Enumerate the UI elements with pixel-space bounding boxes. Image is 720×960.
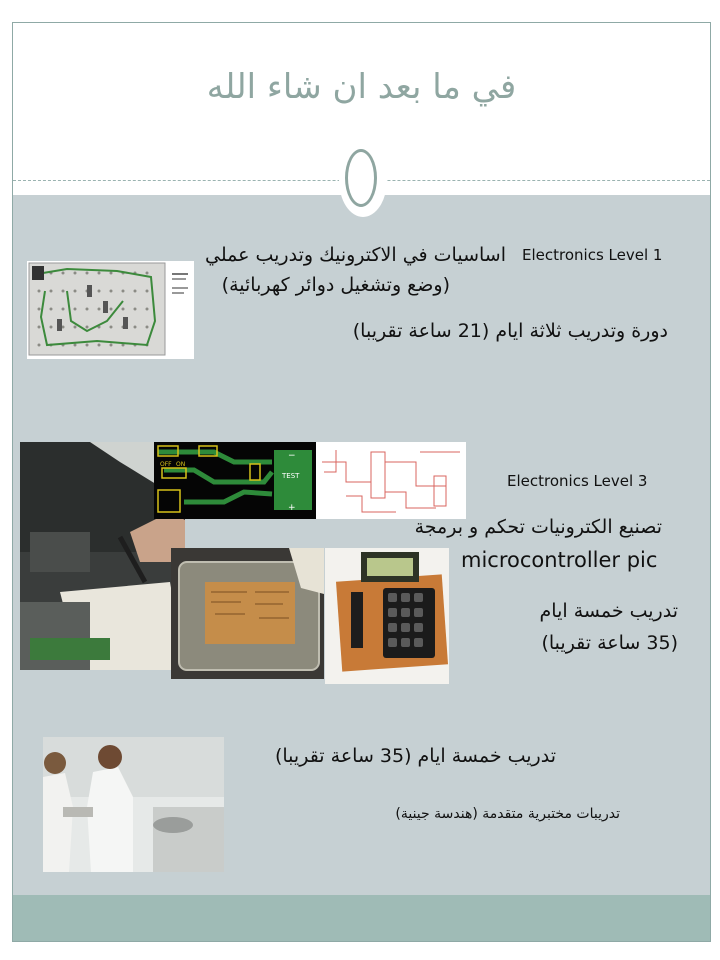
schematic-image [316,442,466,519]
pcb-test-label: TEST [282,472,300,480]
level3-line2: microcontroller pic [461,548,658,572]
lab-description: تدريبات مختبرية متقدمة (هندسة جينية) [395,806,620,822]
pcb-layout-image [154,442,316,519]
pcb-off-label: OFF [160,461,172,468]
breadboard-photo [27,261,194,359]
level1-line2: (وضع وتشغيل دوائر كهربائية) [221,274,450,296]
footer-band [13,895,710,941]
level3-duration1: تدريب خمسة ايام [539,600,678,622]
level1-line1: اساسيات في الاكترونيك وتدريب عملي [205,244,506,266]
level1-label: Electronics Level 1 [522,246,663,264]
ornament-ring-icon [345,149,377,207]
svg-text:+: + [288,503,296,513]
pcb-on-label: ON [176,461,186,468]
lab-photo [43,737,224,872]
svg-text:−: − [288,451,296,461]
level1-duration: دورة وتدريب ثلاثة ايام (21 ساعة تقريبا) [352,320,668,342]
microcontroller-board-photo [325,548,449,684]
etched-board-photo [171,548,324,679]
slide-title: في ما بعد ان شاء الله [206,67,517,107]
level3-line1: تصنيع الكترونيات تحكم و برمجة [414,516,662,538]
level3-duration2: (35 ساعة تقريبا) [541,632,678,654]
lab-duration: تدريب خمسة ايام (35 ساعة تقريبا) [274,745,556,767]
level3-label: Electronics Level 3 [507,472,648,490]
